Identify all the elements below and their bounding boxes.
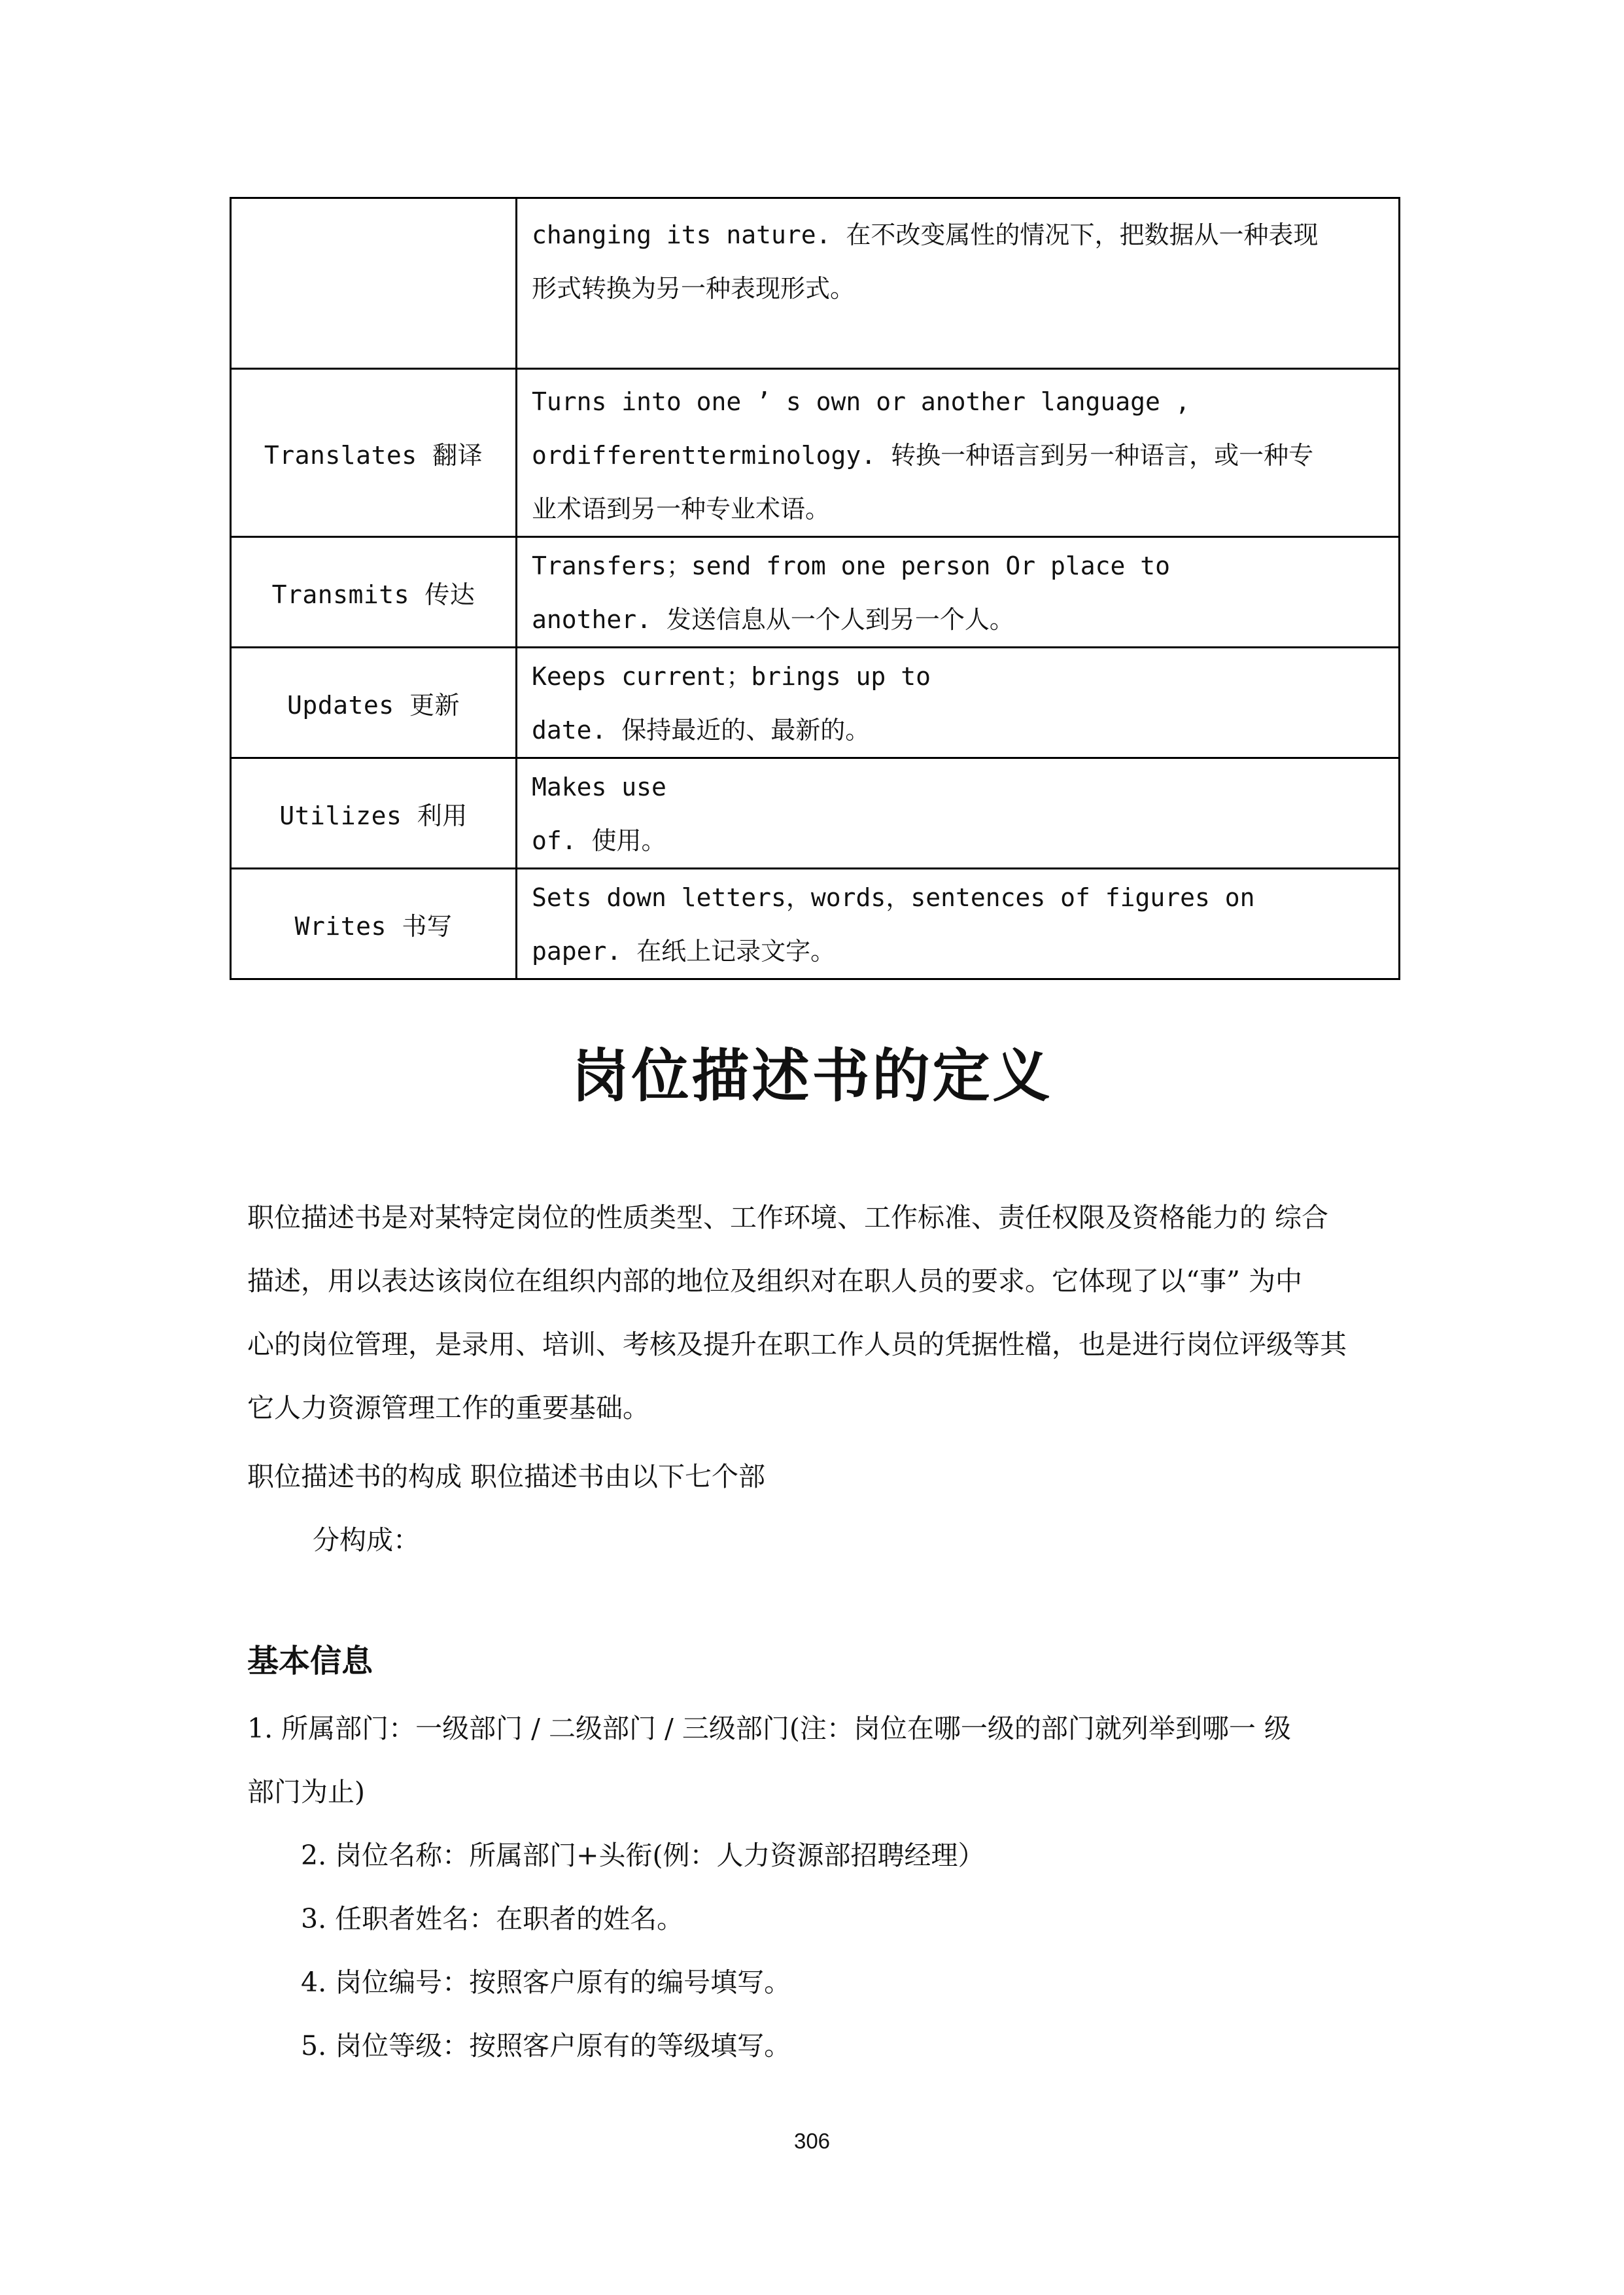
term-cell: Transmits 传达 [231,537,517,648]
section-heading: 基本信息 [247,1643,373,1679]
info-line: 部门为止) [247,1776,365,1808]
page-title: 岗位描述书的定义 [571,1042,1053,1110]
page-number: 306 [793,2129,831,2153]
definition-line: changing its nature. 在不改变属性的情况下，把数据从一种表现 [532,220,1319,249]
definition-line: 业术语到另一种专业术语。 [532,495,831,523]
definition-line: Sets down letters，words，sentences of figures on [532,883,1255,912]
table-row [231,537,1400,648]
paragraph-line: 职位描述书是对某特定岗位的性质类型、工作环境、工作标准、责任权限及资格能力的 综合 [247,1202,1329,1233]
term-cell: Updates 更新 [231,648,517,758]
term-cell: Translates 翻译 [231,369,517,537]
composition-text-continued: 分构成： [313,1524,420,1556]
table-row [231,198,1400,369]
definition-line: ordifferentterminology. 转换一种语言到另一种语言，或一种专 [532,441,1314,470]
definition-line: Transfers；send from one person Or place to [532,552,1170,580]
info-item-position-name: 2. 岗位名称：所属部门+头衔(例：人力资源部招聘经理） [301,1840,985,1871]
definition-cell [517,758,1400,869]
term-cell: Writes 书写 [231,869,517,979]
glossary-table [230,197,1400,980]
definition-line: another. 发送信息从一个人到另一个人。 [532,605,1014,634]
definition-cell [517,369,1400,537]
definition-line: Makes use [532,773,666,801]
definition-line: Turns into one ’ s own or another language , [532,387,1190,416]
definition-cell [517,869,1400,979]
composition-text: 职位描述书的构成 职位描述书由以下七个部 [247,1461,766,1492]
definition-line: date. 保持最近的、最新的。 [532,716,871,745]
definition-cell [517,198,1400,369]
definition-cell [517,648,1400,758]
definition-cell [517,537,1400,648]
definition-line: of. 使用。 [532,826,666,855]
table-row [231,758,1400,869]
info-line: 1. 所属部门：一级部门 / 二级部门 / 三级部门(注：岗位在哪一级的部门就列举到哪一 级 [247,1713,1291,1744]
table-row [231,869,1400,979]
intro-paragraph [247,1186,1419,1440]
table-row [231,648,1400,758]
term-cell [231,198,517,369]
table-row [231,369,1400,537]
info-item-position-code: 4. 岗位编号：按照客户原有的编号填写。 [301,1967,791,1998]
info-item-incumbent-name: 3. 任职者姓名：在职者的姓名。 [301,1903,684,1935]
paragraph-line: 它人力资源管理工作的重要基础。 [247,1392,649,1424]
info-item-position-grade: 5. 岗位等级：按照客户原有的等级填写。 [301,2030,791,2061]
info-item-department [247,1697,1419,1824]
definition-line: Keeps current；brings up to [532,662,931,691]
term-cell: Utilizes 利用 [231,758,517,869]
definition-line: 形式转换为另一种表现形式。 [532,274,855,303]
paragraph-line: 心的岗位管理，是录用、培训、考核及提升在职工作人员的凭据性檔，也是进行岗位评级等其 [247,1329,1347,1360]
definition-line: paper. 在纸上记录文字。 [532,937,836,966]
paragraph-line: 描述，用以表达该岗位在组织内部的地位及组织对在职人员的要求。它体现了以“事” 为中 [247,1265,1302,1297]
